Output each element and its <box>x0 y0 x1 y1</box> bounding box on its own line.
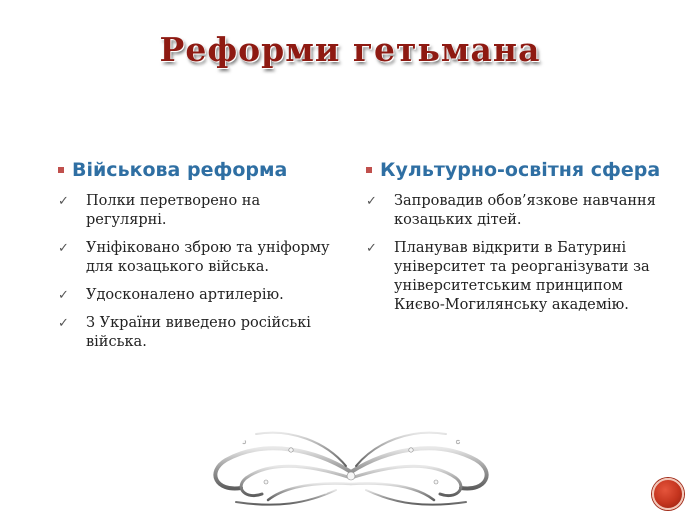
list-item-text: Уніфіковано зброю та уніформу для козацького війська. <box>86 240 330 275</box>
check-icon: ✓ <box>58 316 69 331</box>
list-item-text: Полки перетворено на регулярні. <box>86 193 261 228</box>
column-heading <box>58 158 338 182</box>
list-item <box>366 192 666 230</box>
column-heading-text: Військова реформа <box>72 159 288 181</box>
square-bullet-icon <box>58 167 64 173</box>
list-item-text: З України виведено російські війська. <box>86 315 311 350</box>
list-item <box>58 314 338 352</box>
list-item <box>58 239 338 277</box>
square-bullet-icon <box>366 167 372 173</box>
bullet-list <box>366 192 666 315</box>
check-icon: ✓ <box>58 241 69 256</box>
column-heading-text: Культурно-освітня сфера <box>380 159 661 181</box>
nav-circle-button-icon[interactable] <box>652 478 684 510</box>
list-item <box>366 239 666 315</box>
list-item-text: Удосконалено артилерію. <box>86 287 284 303</box>
column-culture-education <box>366 158 666 324</box>
list-item-text: Запровадив обов’язкове навчання козацьких дітей. <box>394 193 656 228</box>
column-military-reform <box>58 158 338 361</box>
check-icon: ✓ <box>366 241 377 256</box>
column-heading <box>366 158 666 182</box>
check-icon: ✓ <box>58 288 69 303</box>
decorative-swirl-ornament-icon <box>196 420 506 515</box>
check-icon: ✓ <box>58 194 69 209</box>
check-icon: ✓ <box>366 194 377 209</box>
bullet-list <box>58 192 338 352</box>
list-item <box>58 286 338 305</box>
slide-title: Реформи гетьмана <box>159 30 541 69</box>
list-item-text: Планував відкрити в Батурині університет та реорганізувати за університетським принципом Києво-Могилянську академію. <box>394 240 650 313</box>
list-item <box>58 192 338 230</box>
